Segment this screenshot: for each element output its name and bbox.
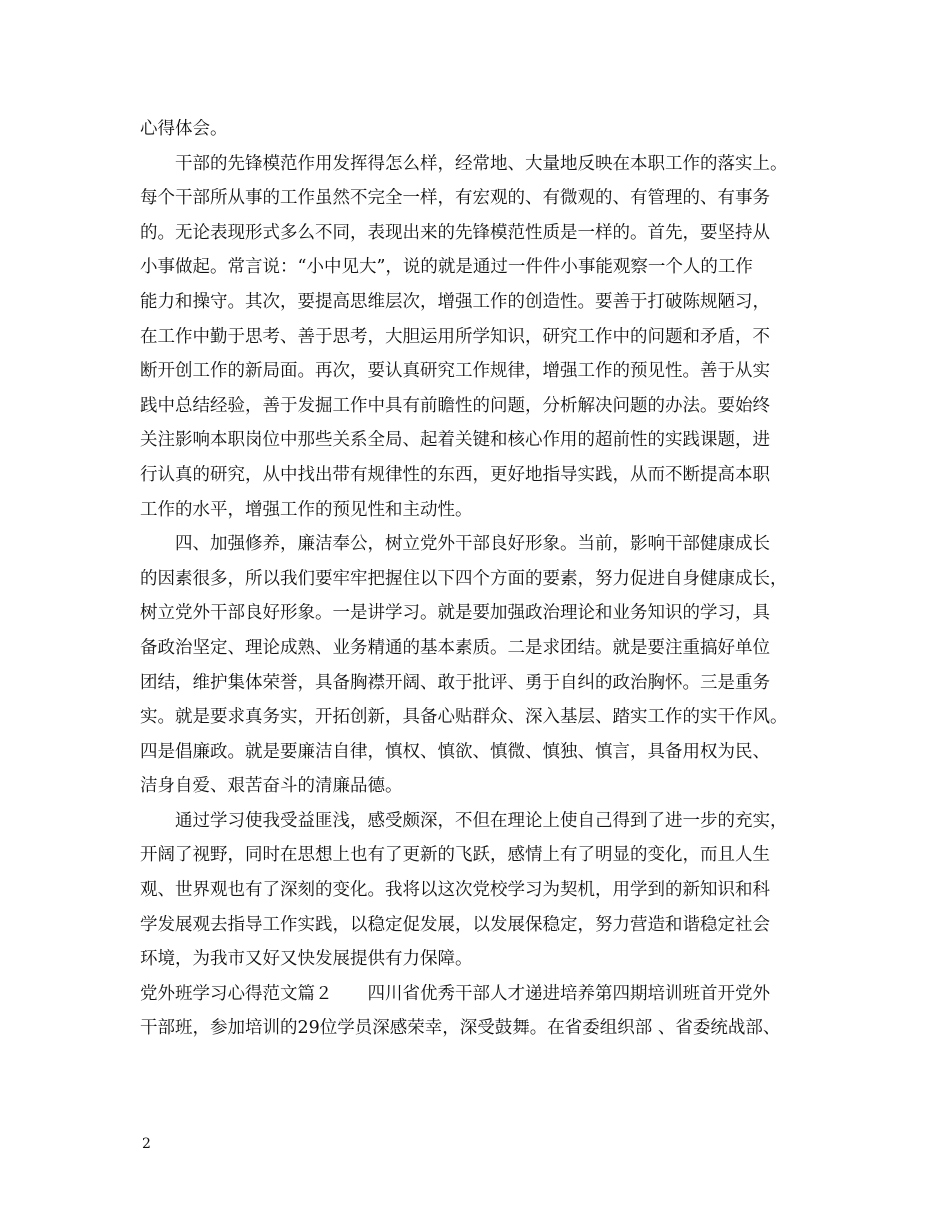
text-line: 的。无论表现形式多么不同，表现出来的先锋模范性质是一样的。首先，要坚持从 xyxy=(140,222,770,243)
text-line: 每个干部所从事的工作虽然不完全一样，有宏观的、有微观的、有管理的、有事务 xyxy=(140,188,770,209)
page-number: 2 xyxy=(142,1136,151,1152)
text-line: 行认真的研究，从中找出带有规律性的东西，更好地指导实践，从而不断提高本职 xyxy=(140,464,770,485)
text-line: 学发展观去指导工作实践，以稳定促发展，以发展保稳定，努力营造和谐稳定社会 xyxy=(140,914,770,935)
text-line: 四、加强修养，廉洁奉公，树立党外干部良好形象。当前，影响干部健康成长 xyxy=(175,534,770,555)
text-line: 小事做起。常言说：“小中见大”，说的就是通过一件件小事能观察一个人的工作 xyxy=(140,257,753,278)
text-line: 开阔了视野，同时在思想上也有了更新的飞跃，感情上有了明显的变化，而且人生 xyxy=(140,845,770,866)
text-line: 党外班学习心得范文篇２ 四川省优秀干部人才递进培养第四期培训班首开党外 xyxy=(140,983,770,1004)
text-line: 观、世界观也有了深刻的变化。我将以这次党校学习为契机，用学到的新知识和科 xyxy=(140,880,770,901)
text-line: 树立党外干部良好形象。一是讲学习。就是要加强政治理论和业务知识的学习，具 xyxy=(140,603,770,624)
text-line: 心得体会。 xyxy=(140,119,228,139)
text-line: 实。就是要求真务实，开拓创新，具备心贴群众、深入基层、踏实工作的实干作风。 xyxy=(140,707,788,728)
text-line: 四是倡廉政。就是要廉洁自律，慎权、慎欲、慎微、慎独、慎言，具备用权为民、 xyxy=(140,741,770,762)
text-line: 干部班，参加培训的29位学员深感荣幸，深受鼓舞。在省委组织部 、省委统战部、 xyxy=(140,1018,781,1039)
text-line: 断开创工作的新局面。再次，要认真研究工作规律，增强工作的预见性。善于从实 xyxy=(140,361,770,382)
text-line: 工作的水平，增强工作的预见性和主动性。 xyxy=(140,499,473,520)
text-line: 环境，为我市又好又快发展提供有力保障。 xyxy=(140,949,473,970)
text-line: 能力和操守。其次，要提高思维层次，增强工作的创造性。要善于打破陈规陋习， xyxy=(140,291,770,312)
text-line: 在工作中勤于思考、善于思考，大胆运用所学知识，研究工作中的问题和矛盾，不 xyxy=(140,326,770,347)
text-line: 通过学习使我受益匪浅，感受颇深，不但在理论上使自己得到了进一步的充实， xyxy=(175,810,788,831)
document-text-body xyxy=(140,112,830,1046)
text-line: 践中总结经验，善于发掘工作中具有前瞻性的问题，分析解决问题的办法。要始终 xyxy=(140,395,770,416)
text-line: 关注影响本职岗位中那些关系全局、起着关键和核心作用的超前性的实践课题，进 xyxy=(140,430,770,451)
text-line: 干部的先锋模范作用发挥得怎么样，经常地、大量地反映在本职工作的落实上。 xyxy=(175,153,788,174)
text-line: 的因素很多，所以我们要牢牢把握住以下四个方面的要素，努力促进自身健康成长， xyxy=(140,568,788,589)
text-line: 团结，维护集体荣誉，具备胸襟开阔、敢于批评、勇于自纠的政治胸怀。三是重务 xyxy=(140,672,770,693)
text-line: 备政治坚定、理论成熟、业务精通的基本素质。二是求团结。就是要注重搞好单位 xyxy=(140,637,770,658)
text-line: 洁身自爱、艰苦奋斗的清廉品德。 xyxy=(140,776,403,797)
